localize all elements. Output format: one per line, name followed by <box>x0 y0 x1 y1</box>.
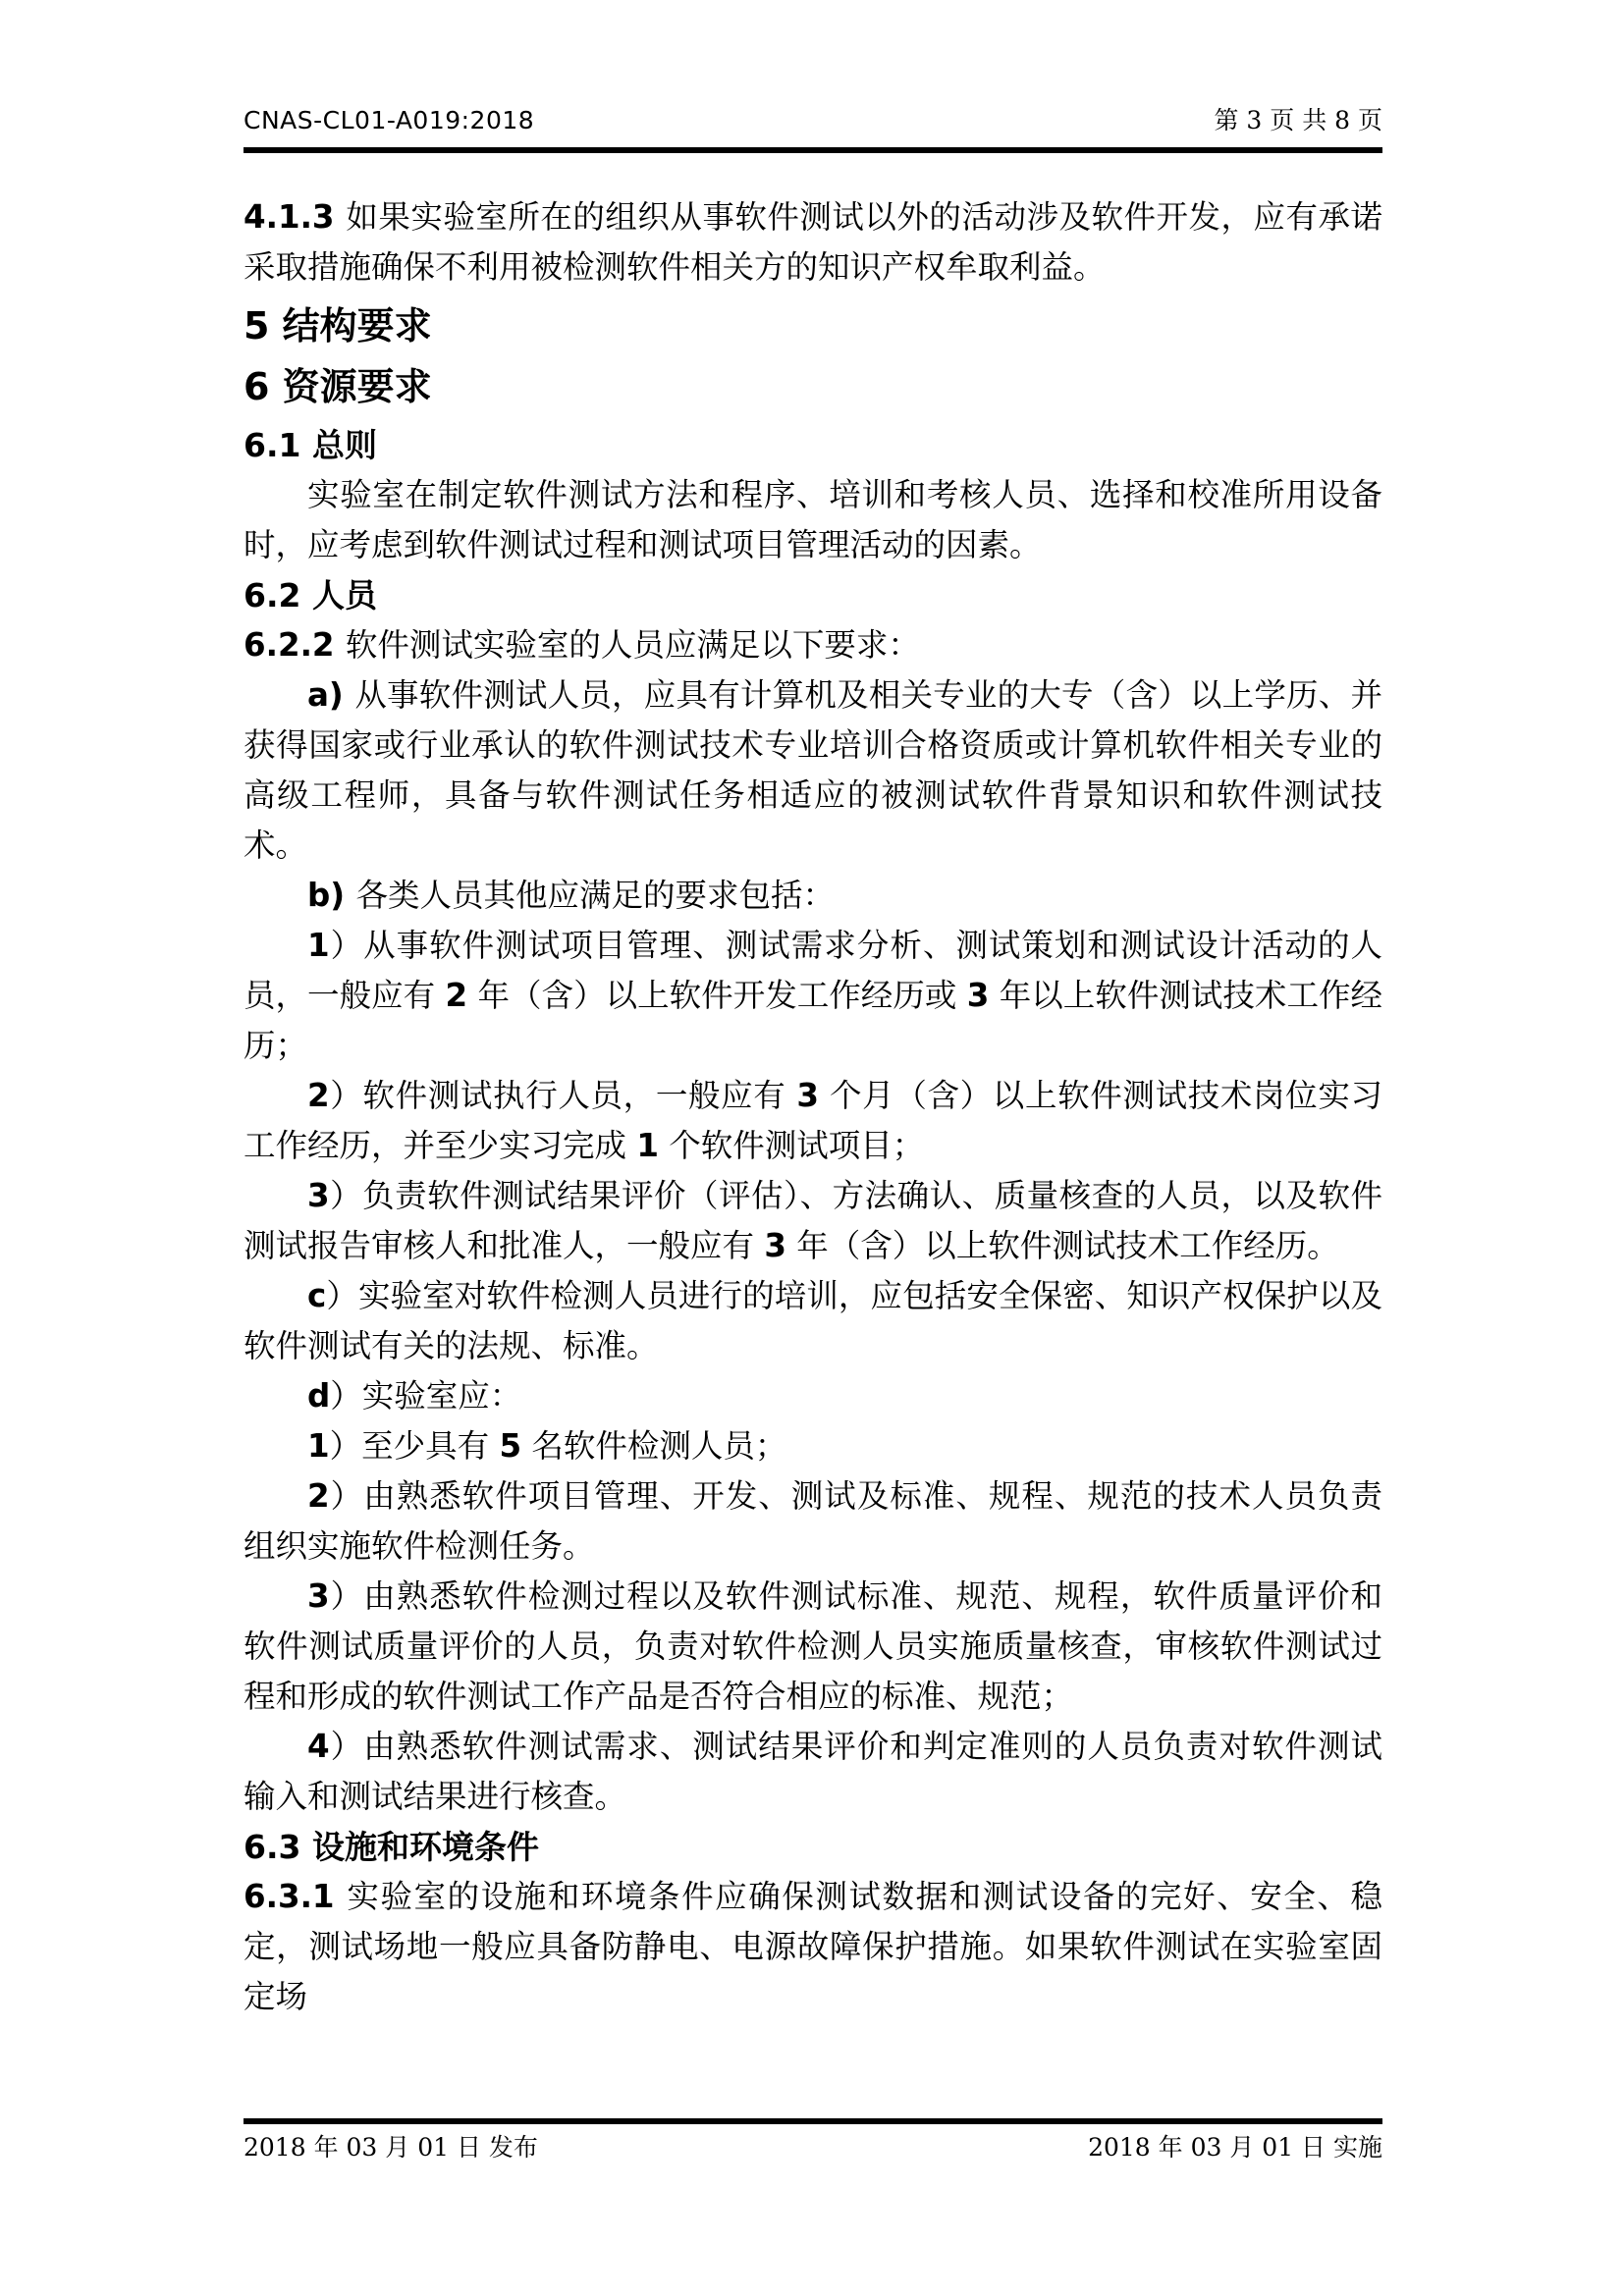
text-run: 1 <box>307 1427 330 1465</box>
paragraph-item-c <box>244 1271 1382 1371</box>
text-run: 1 <box>307 927 330 964</box>
heading-6-3-facilities-environment <box>244 1822 1382 1872</box>
paragraph-item-d-2 <box>244 1471 1382 1572</box>
text-run: 个月（含）以上软件测试技术岗位实习工作经历，并至少实习完成 <box>244 1077 1382 1164</box>
text-run: 3 <box>764 1227 786 1264</box>
text-run: 3 <box>307 1177 330 1214</box>
text-run: 5 <box>499 1427 522 1465</box>
paragraph-6-3-1 <box>244 1872 1382 2022</box>
text-run: ）从事软件测试项目管理、测试需求分析、测试策划和测试设计活动的人员，一般应有 <box>244 927 1382 1014</box>
paragraph-item-d-3 <box>244 1572 1382 1722</box>
text-run: 年（含）以上软件测试技术工作经历。 <box>785 1227 1339 1264</box>
paragraph-item-b-1 <box>244 921 1382 1071</box>
text-run: 6.2 <box>244 576 312 614</box>
heading-6-1-general <box>244 420 1382 470</box>
text-run: d <box>307 1377 331 1415</box>
text-run: 年以上软件测试技术工作经历； <box>244 977 1382 1064</box>
text-run: 5 <box>244 304 283 347</box>
text-run: 6.1 <box>244 426 312 464</box>
text-run: ）实验室应： <box>330 1377 522 1415</box>
text-run: c <box>307 1277 327 1314</box>
text-run: 资源要求 <box>282 365 432 408</box>
text-run: 从事软件测试人员，应具有计算机及相关专业的大专（含）以上学历、并获得国家或行业承认的软件测试技术专业培训合格资质或计算机软件相关专业的高级工程师，具备与软件测试任务相适应的被测试软件背景知识和软件测试技术。 <box>244 676 1382 864</box>
paragraph-6-2-2 <box>244 620 1382 670</box>
paragraph-item-b-3 <box>244 1171 1382 1271</box>
text-run: ）软件测试执行人员，一般应有 <box>329 1077 797 1114</box>
document-number: CNAS-CL01-A019:2018 <box>244 106 535 134</box>
text-run: 6 <box>244 365 283 408</box>
page-number-indicator: 第 3 页 共 8 页 <box>1214 106 1382 134</box>
text-run: 6.3 <box>244 1828 312 1866</box>
paragraph-item-d-1 <box>244 1421 1382 1471</box>
paragraph-6-1-body <box>244 470 1382 570</box>
implement-date: 2018 年 03 月 01 日 实施 <box>1088 2133 1382 2162</box>
document-body <box>244 192 1382 2022</box>
issue-date: 2018 年 03 月 01 日 发布 <box>244 2133 538 2162</box>
text-run: ）由熟悉软件测试需求、测试结果评价和判定准则的人员负责对软件测试输入和测试结果进行核查。 <box>244 1728 1382 1815</box>
text-run: ）由熟悉软件检测过程以及软件测试标准、规范、规程，软件质量评价和软件测试质量评价的人员，负责对软件检测人员实施质量核查，审核软件测试过程和形成的软件测试工作产品是否符合相应的标准、规范； <box>244 1577 1382 1715</box>
paragraph-4-1-3 <box>244 192 1382 293</box>
text-run: 个软件测试项目； <box>658 1127 925 1164</box>
text-run: 人员 <box>311 576 377 614</box>
text-run: 4.1.3 <box>244 198 347 236</box>
text-run: 2 <box>307 1477 330 1515</box>
heading-6-2-personnel <box>244 570 1382 620</box>
text-run: 如果实验室所在的组织从事软件测试以外的活动涉及软件开发，应有承诺采取措施确保不利用被检测软件相关方的知识产权牟取利益。 <box>244 198 1382 286</box>
text-run: 6.3.1 <box>244 1878 348 1915</box>
text-run: 年（含）以上软件开发工作经历或 <box>467 977 967 1014</box>
text-run: ）至少具有 <box>329 1427 500 1465</box>
text-run: 2 <box>445 977 468 1014</box>
text-run: 3 <box>796 1077 820 1114</box>
paragraph-item-b-2 <box>244 1071 1382 1171</box>
text-run: 1 <box>636 1127 659 1164</box>
paragraph-item-d-4 <box>244 1722 1382 1822</box>
paragraph-item-d <box>244 1371 1382 1421</box>
text-run: 2 <box>307 1077 330 1114</box>
text-run: 软件测试实验室的人员应满足以下要求： <box>345 626 920 664</box>
text-run: ）实验室对软件检测人员进行的培训，应包括安全保密、知识产权保护以及软件测试有关的法规、标准。 <box>244 1277 1382 1364</box>
text-run: 实验室在制定软件测试方法和程序、培训和考核人员、选择和校准所用设备时，应考虑到软件测试过程和测试项目管理活动的因素。 <box>244 476 1382 563</box>
text-run: 3 <box>966 977 990 1014</box>
text-run: 结构要求 <box>282 304 432 347</box>
text-run: ）负责软件测试结果评价（评估）、方法确认、质量核查的人员，以及软件测试报告审核人和批准人，一般应有 <box>244 1177 1382 1264</box>
text-run: 6.2.2 <box>244 626 346 664</box>
text-run: b) <box>307 877 356 914</box>
text-run: 名软件检测人员； <box>521 1427 787 1465</box>
text-run: 4 <box>307 1728 330 1765</box>
text-run: 总则 <box>311 426 377 464</box>
paragraph-item-b <box>244 871 1382 921</box>
text-run: a) <box>307 676 355 714</box>
text-run: 各类人员其他应满足的要求包括： <box>355 877 835 914</box>
heading-6-resource-requirements <box>244 359 1382 414</box>
page-header <box>244 106 1382 153</box>
text-run: 3 <box>307 1577 330 1615</box>
text-run: 实验室的设施和环境条件应确保测试数据和测试设备的完好、安全、稳定，测试场地一般应具备防静电、电源故障保护措施。如果软件测试在实验室固定场 <box>244 1878 1382 2015</box>
text-run: 设施和环境条件 <box>311 1828 539 1866</box>
heading-5-structure-requirements <box>244 298 1382 353</box>
page-footer <box>244 2118 1382 2163</box>
paragraph-item-a <box>244 670 1382 871</box>
text-run: ）由熟悉软件项目管理、开发、测试及标准、规程、规范的技术人员负责组织实施软件检测任务。 <box>244 1477 1382 1565</box>
